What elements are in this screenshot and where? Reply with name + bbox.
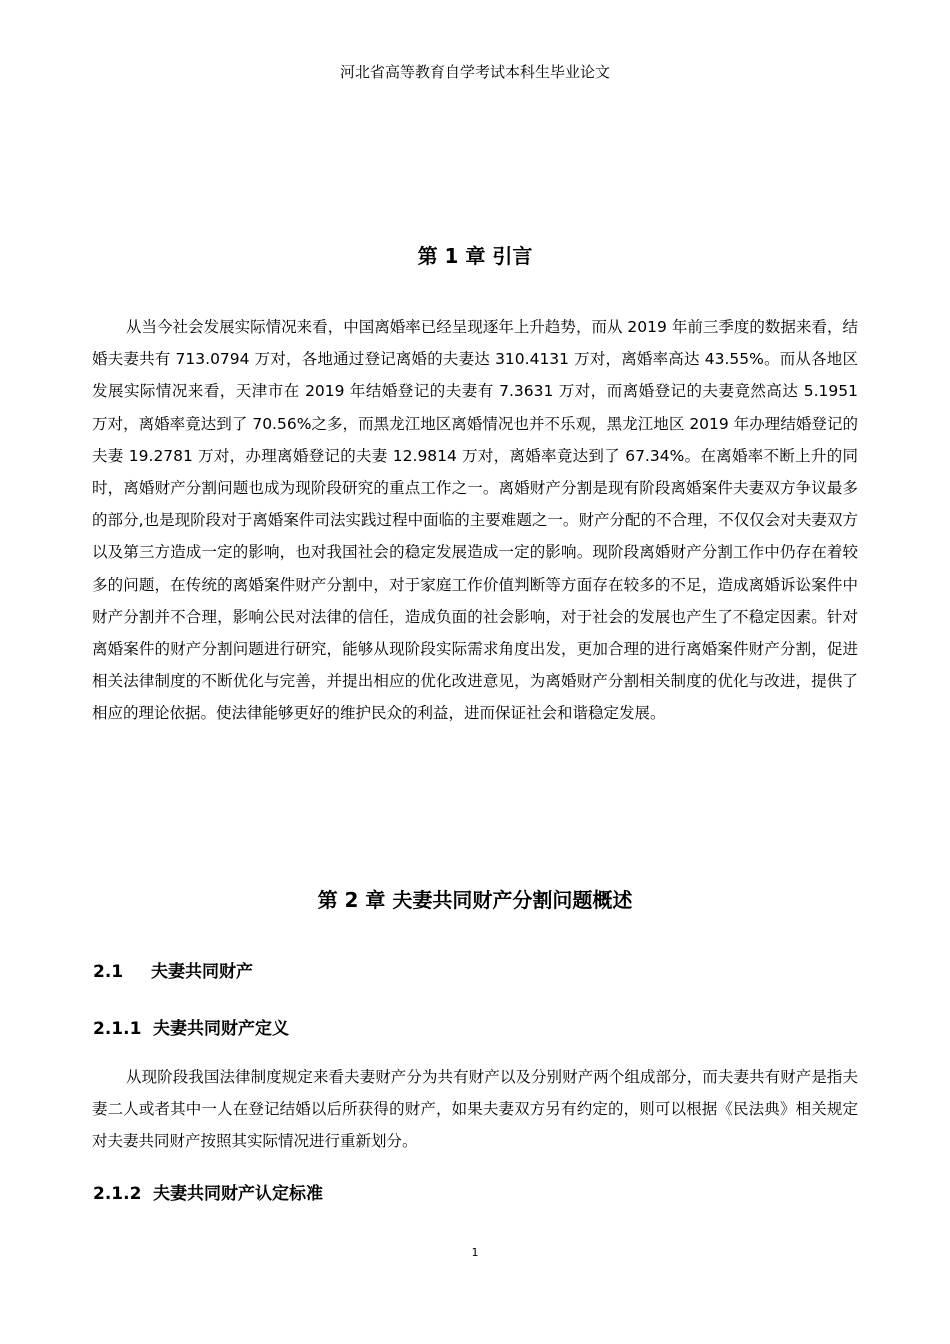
section-2-1-heading (93, 960, 253, 984)
section-2-1-number: 2.1 (93, 962, 124, 982)
section-2-1-1-paragraph: 从现阶段我国法律制度规定来看夫妻财产分为共有财产以及分别财产两个组成部分，而夫妻共有财产是指夫妻二人或者其中一人在登记结婚以后所获得的财产，如果夫妻双方另有约定的，则可以根据《民法典》相关规定对夫妻共同财产按照其实际情况进行重新划分。 (92, 1068, 858, 1151)
section-2-1-2-title: 夫妻共同财产认定标准 (153, 1184, 323, 1204)
page-number: 1 (471, 1246, 479, 1259)
chapter-1-title: 第 1 章 引言 (417, 244, 533, 268)
section-2-1-2-heading (93, 1182, 323, 1206)
section-2-1-1-heading (93, 1017, 289, 1041)
section-2-1-1-number: 2.1.1 (93, 1019, 142, 1039)
section-2-1-2-number: 2.1.2 (93, 1184, 142, 1204)
chapter-2-title: 第 2 章 夫妻共同财产分割问题概述 (317, 888, 633, 912)
page-header: 河北省高等教育自学考试本科生毕业论文 (339, 63, 610, 81)
section-2-1-1-title: 夫妻共同财产定义 (153, 1019, 289, 1039)
section-2-1-title: 夫妻共同财产 (151, 962, 253, 982)
chapter-1-paragraph: 从当今社会发展实际情况来看，中国离婚率已经呈现逐年上升趋势，而从 2019 年前三季度的数据来看，结婚夫妻共有 713.0794 万对，各地通过登记离婚的夫妻达 310.4131 万对，离婚率高达 43.55%。而从各地区发展实际情况来看，天津市在 2019 年结婚登记的夫妻有 7.3631 万对，而离婚登记的夫妻竟然高达 5.1951 万对，离婚率竟达到了 70.56%之多，而黑龙江地区离婚情况也并不乐观，黑龙江地区 2019 年办理结婚登记的夫妻 19.2781 万对，办理离婚登记的夫妻 12.9814 万对，离婚率竟达到了 67.34%。在离婚率不断上升的同时，离婚财产分割问题也成为现阶段研究的重点工作之一。离婚财产分割是现有阶段离婚案件夫妻双方争议最多的部分,也是现阶段对于离婚案件司法实践过程中面临的主要难题之一。财产分配的不合理，不仅仅会对夫妻双方以及第三方造成一定的影响，也对我国社会的稳定发展造成一定的影响。现阶段离婚财产分割工作中仍存在着较多的问题，在传统的离婚案件财产分割中，对于家庭工作价值判断等方面存在较多的不足，造成离婚诉讼案件中财产分割并不合理，影响公民对法律的信任，造成负面的社会影响，对于社会的发展也产生了不稳定因素。针对离婚案件的财产分割问题进行研究，能够从现阶段实际需求角度出发，更加合理的进行离婚案件财产分割，促进相关法律制度的不断优化与完善，并提出相应的优化改进意见，为离婚财产分割相关制度的优化与改进，提供了相应的理论依据。使法律能够更好的维护民众的利益，进而保证社会和谐稳定发展。 (92, 318, 858, 723)
